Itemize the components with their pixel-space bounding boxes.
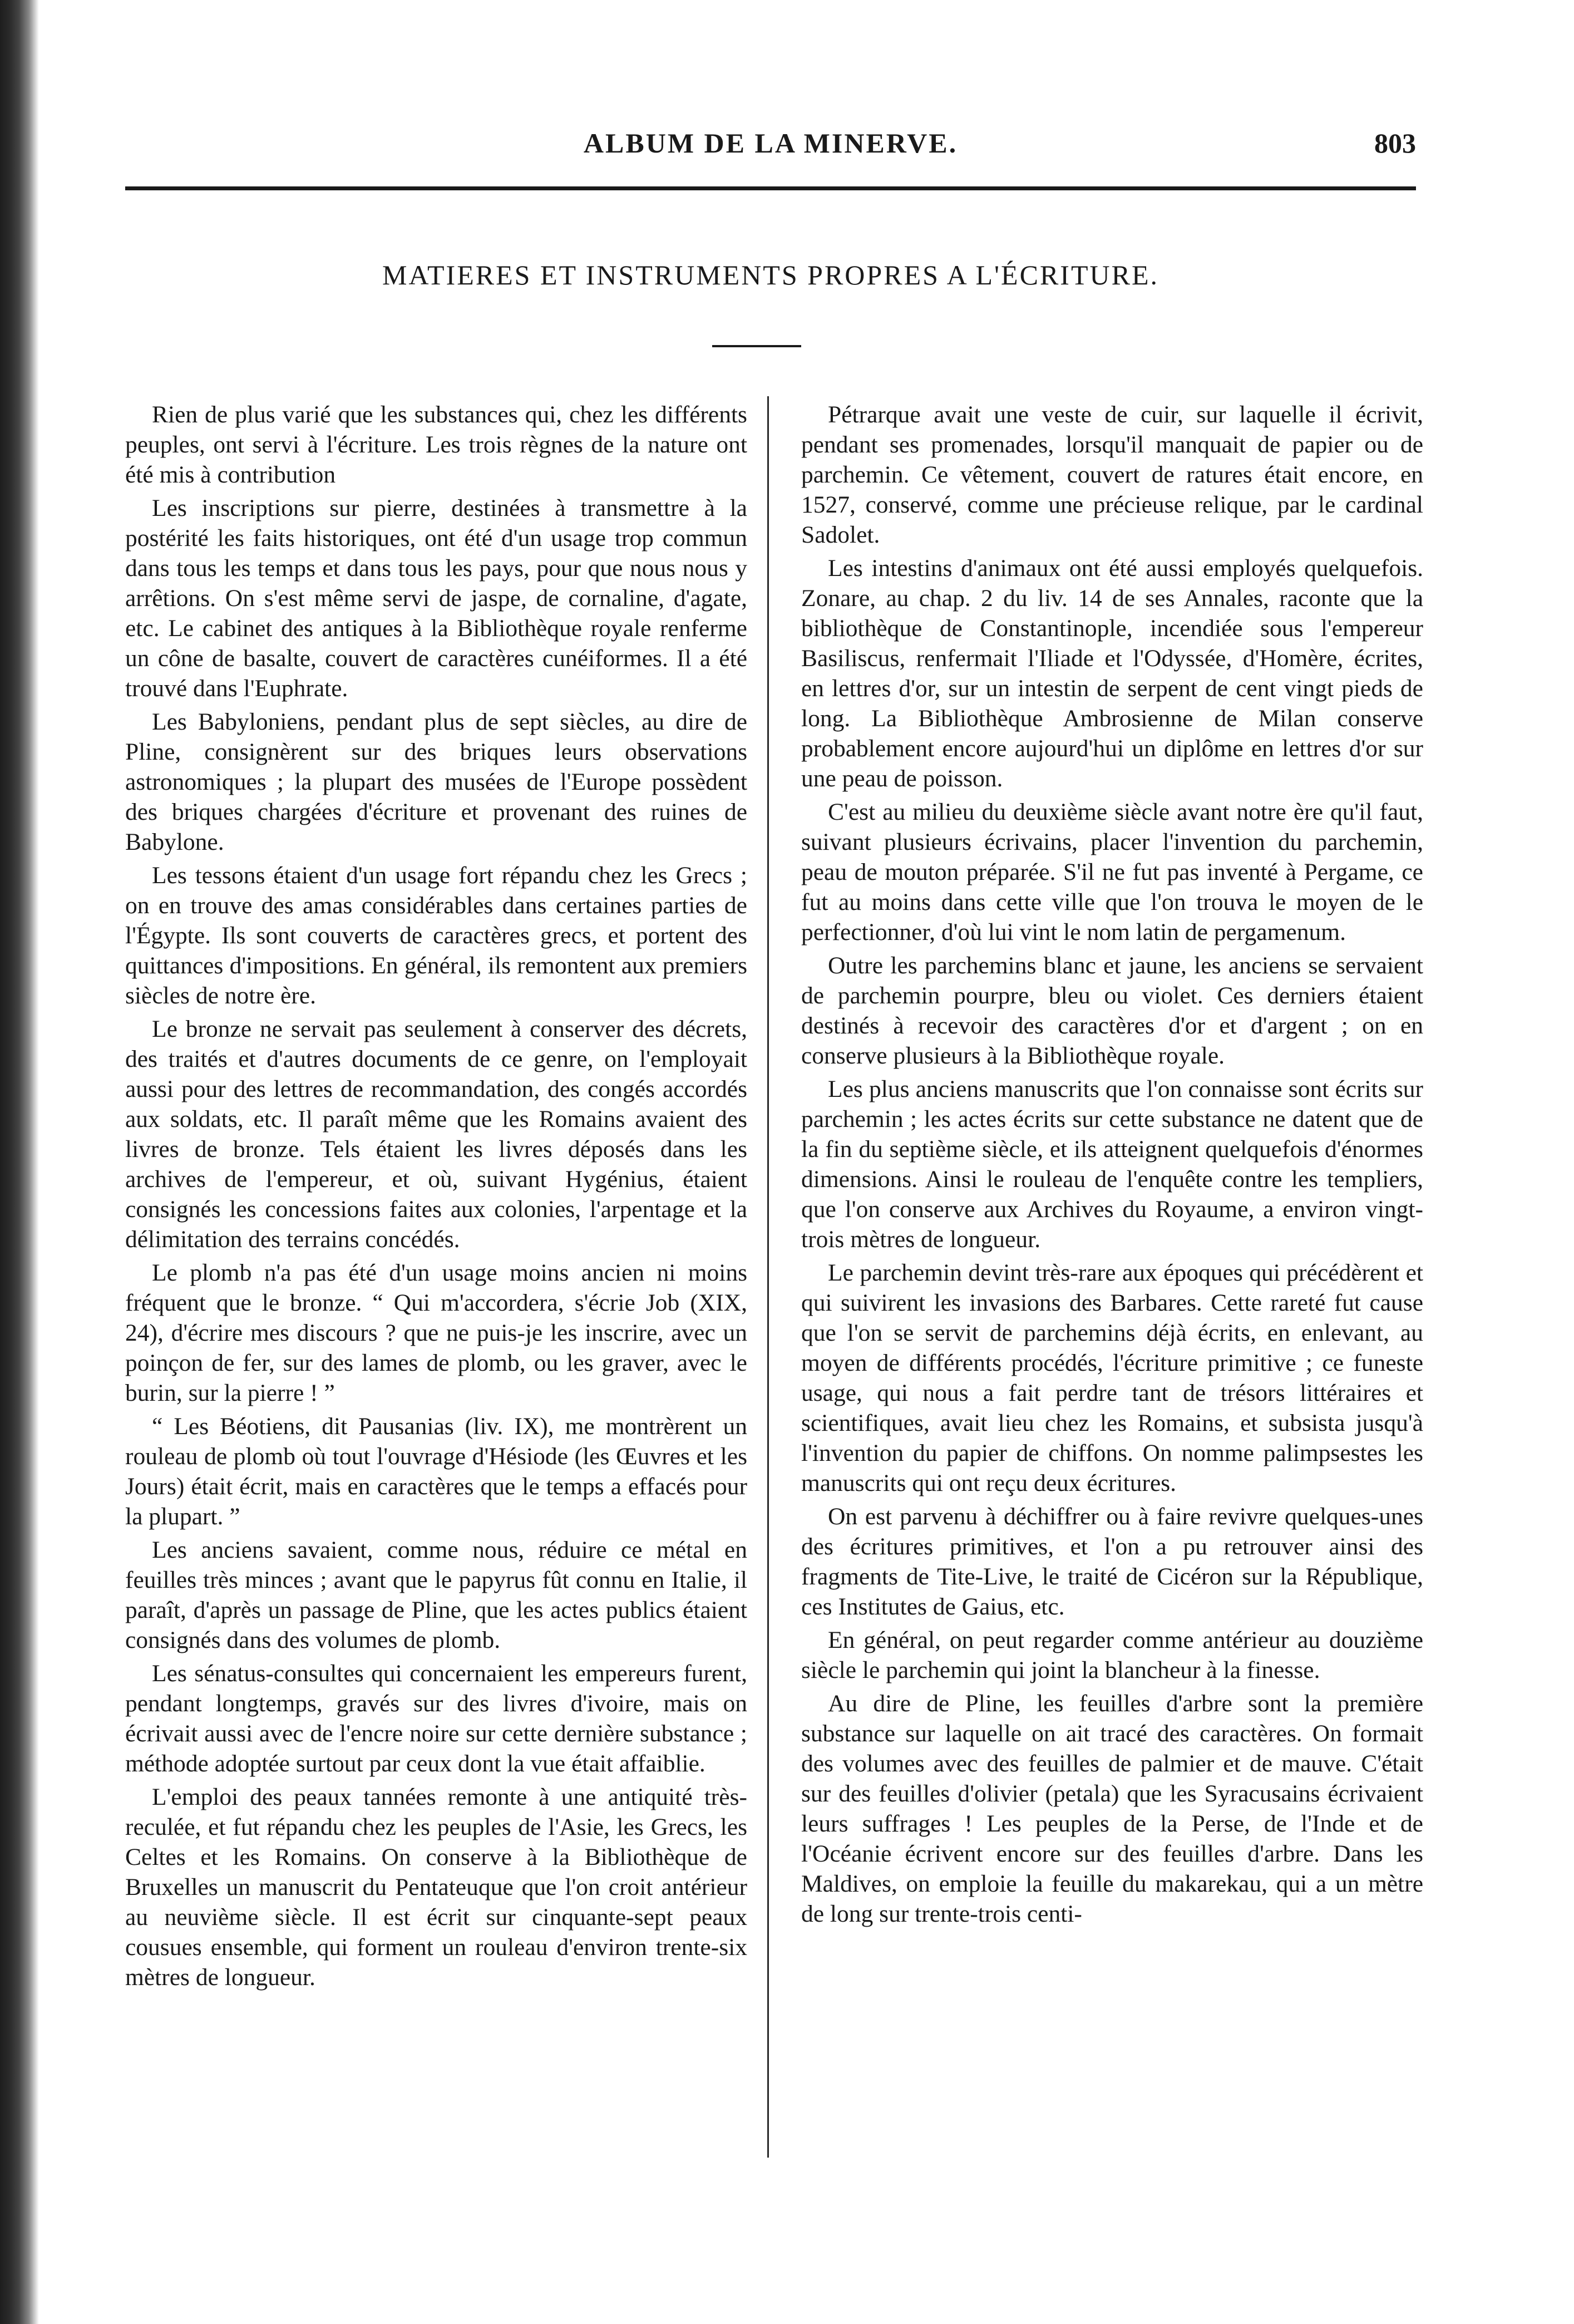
binding-shadow	[0, 0, 39, 2324]
running-head	[125, 127, 1416, 177]
running-title: ALBUM DE LA MINERVE.	[583, 127, 958, 159]
right-column	[801, 400, 1423, 1929]
column-rule	[767, 396, 769, 2158]
paragraph: Les anciens savaient, comme nous, réduire ce métal en feuilles très minces ; avant que le papyrus fût connu en Italie, il paraît, d'après un passage de Pline, que les actes publics étaient consignés dans des volumes de plomb.	[125, 1537, 747, 1653]
paragraph: Le bronze ne servait pas seulement à conserver des décrets, des traités et d'autres documents de ce genre, on l'employait aussi pour des lettres de recommandation, des congés accordés aux soldats, etc. Il paraît même que les Romains avaient des livres de bronze. Tels étaient les livres déposés dans les archives de l'empereur, et où, suivant Hygénius, étaient consignés les concessions faites aux colonies, l'arpentage et la délimitation des terrains concédés.	[125, 1016, 747, 1253]
paragraph: En général, on peut regarder comme antérieur au douzième siècle le parchemin qui joint la blancheur à la finesse.	[801, 1627, 1423, 1683]
paragraph: Rien de plus varié que les substances qui, chez les différents peuples, ont servi à l'écriture. Les trois règnes de la nature ont été mis à contribution	[125, 401, 747, 488]
paragraph: Le plomb n'a pas été d'un usage moins ancien ni moins fréquent que le bronze. “ Qui m'accordera, s'écrie Job (XIX, 24), d'écrire mes discours ? que ne puis-je les inscrire, avec un poinçon de fer, sur des lames de plomb, ou les graver, avec le burin, sur la pierre ! ”	[125, 1259, 747, 1406]
title-rule	[712, 345, 801, 347]
left-column	[125, 400, 747, 1992]
paragraph: C'est au milieu du deuxième siècle avant notre ère qu'il faut, suivant plusieurs écrivains, placer l'invention du parchemin, peau de mouton préparée. S'il ne fut pas inventé à Pergame, ce fut au moins dans cette ville que l'on trouva le moyen de le perfectionner, d'où lui vint le nom latin de pergamenum.	[801, 799, 1423, 946]
article-title: MATIERES ET INSTRUMENTS PROPRES A L'ÉCRITURE.	[382, 259, 1159, 290]
paragraph: Au dire de Pline, les feuilles d'arbre sont la première substance sur laquelle on ait tracé des caractères. On formait des volumes avec des feuilles de palmier et de mauve. C'était sur des feuilles d'olivier (petala) que les Syracusains écrivaient leurs suffrages ! Les peuples de la Perse, de l'Inde et de l'Océanie écrivent encore sur des feuilles d'arbre. Dans les Maldives, on emploie la feuille du makarekau, qui a un mètre de long sur trente-trois centi-	[801, 1690, 1423, 1927]
paragraph: L'emploi des peaux tannées remonte à une antiquité très-reculée, et fut répandu chez les peuples de l'Asie, les Grecs, les Celtes et les Romains. On conserve à la Bibliothèque de Bruxelles un manuscrit du Pentateuque que l'on croit antérieur au neuvième siècle. Il est écrit sur cinquante-sept peaux cousues ensemble, qui forment un rouleau d'environ trente-six mètres de longueur.	[125, 1784, 747, 1991]
paragraph: Pétrarque avait une veste de cuir, sur laquelle il écrivit, pendant ses promenades, lorsqu'il manquait de papier ou de parchemin. Ce vêtement, couvert de ratures était encore, en 1527, conservé, comme une précieuse relique, par le cardinal Sadolet.	[801, 401, 1423, 548]
paragraph: Le parchemin devint très-rare aux époques qui précédèrent et qui suivirent les invasions des Barbares. Cette rareté fut cause que l'on se servit de parchemins déjà écrits, en enlevant, au moyen de différents procédés, l'écriture primitive ; ce funeste usage, qui nous a fait perdre tant de trésors littéraires et scientifiques, avait lieu chez les Romains, et subsista jusqu'à l'invention du papier de chiffons. On nomme palimpsestes les manuscrits qui ont reçu deux écritures.	[801, 1259, 1423, 1496]
paragraph: Les inscriptions sur pierre, destinées à transmettre à la postérité les faits historiques, ont été d'un usage trop commun dans tous les temps et dans tous les pays, pour que nous nous y arrêtions. On s'est même servi de jaspe, de cornaline, d'agate, etc. Le cabinet des antiques à la Bibliothèque royale renferme un cône de basalte, couvert de caractères cunéiformes. Il a été trouvé dans l'Euphrate.	[125, 495, 747, 702]
paragraph: Les Babyloniens, pendant plus de sept siècles, au dire de Pline, consignèrent sur des briques leurs observations astronomiques ; la plupart des musées de l'Europe possèdent des briques chargées d'écriture et provenant des ruines de Babylone.	[125, 708, 747, 855]
paragraph: On est parvenu à déchiffrer ou à faire revivre quelques-unes des écritures primitives, et l'on a pu retrouver ainsi des fragments de Tite-Live, le traité de Cicéron sur la République, ces Institutes de Gaius, etc.	[801, 1503, 1423, 1620]
header-rule	[125, 186, 1416, 190]
page-number: 803	[1374, 127, 1416, 159]
paragraph: Les tessons étaient d'un usage fort répandu chez les Grecs ; on en trouve des amas considérables dans certaines parties de l'Égypte. Ils sont couverts de caractères grecs, et portent des quittances d'impositions. En général, ils remontent aux premiers siècles de notre ère.	[125, 862, 747, 1009]
paragraph: Outre les parchemins blanc et jaune, les anciens se servaient de parchemin pourpre, bleu ou violet. Ces derniers étaient destinés à recevoir des caractères d'or et d'argent ; on en conserve plusieurs à la Bibliothèque royale.	[801, 952, 1423, 1069]
paragraph: Les intestins d'animaux ont été aussi employés quelquefois. Zonare, au chap. 2 du liv. 14 de ses Annales, raconte que la bibliothèque de Constantinople, incendiée sous l'empereur Basiliscus, renfermait l'Iliade et l'Odyssée, d'Homère, écrites, en lettres d'or, sur un intestin de serpent de cent vingt pieds de long. La Bibliothèque Ambrosienne de Milan conserve probablement encore aujourd'hui un diplôme en lettres d'or sur une peau de poisson.	[801, 555, 1423, 792]
paragraph: Les sénatus-consultes qui concernaient les empereurs furent, pendant longtemps, gravés sur des livres d'ivoire, mais on écrivait aussi avec de l'encre noire sur cette dernière substance ; méthode adoptée surtout par ceux dont la vue était affaiblie.	[125, 1660, 747, 1777]
paragraph: “ Les Béotiens, dit Pausanias (liv. IX), me montrèrent un rouleau de plomb où tout l'ouvrage d'Hésiode (les Œuvres et les Jours) était écrit, mais en caractères que le temps a effacés pour la plupart. ”	[125, 1413, 747, 1530]
paragraph: Les plus anciens manuscrits que l'on connaisse sont écrits sur parchemin ; les actes écrits sur cette substance ne datent que de la fin du septième siècle, et ils atteignent quelquefois d'énormes dimensions. Ainsi le rouleau de l'enquête contre les templiers, que l'on conserve aux Archives du Royaume, a environ vingt-trois mètres de longueur.	[801, 1076, 1423, 1253]
